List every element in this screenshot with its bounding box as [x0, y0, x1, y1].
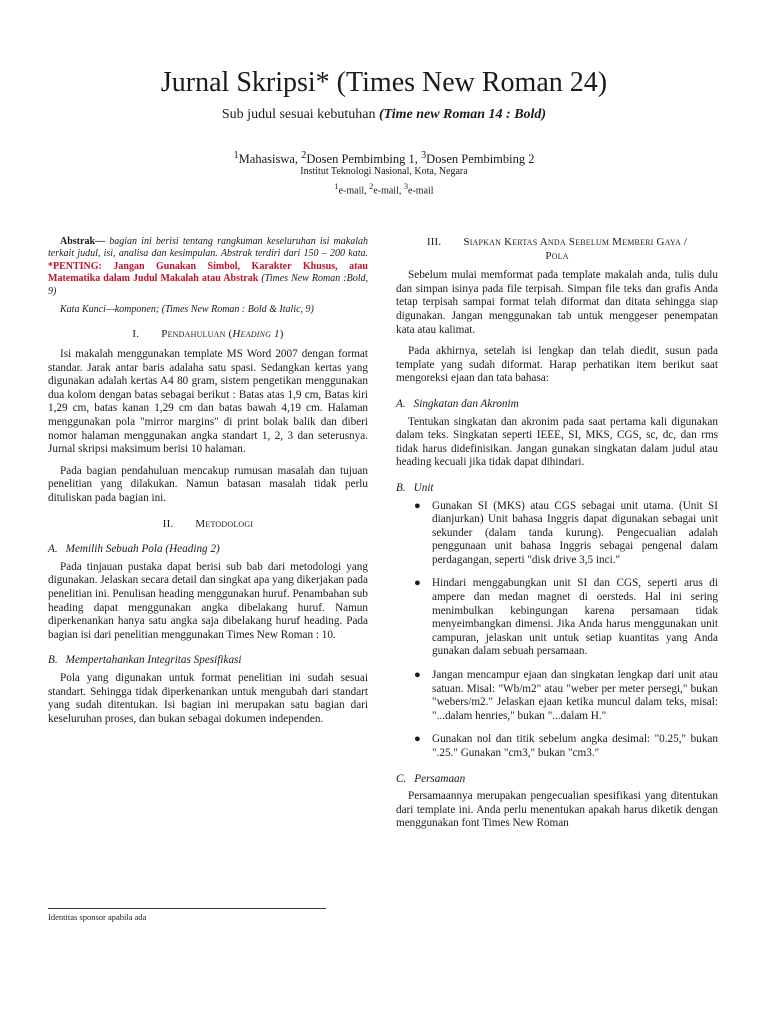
list-item-text: Gunakan nol dan titik sebelum angka desimal: "0.25," bukan ".25." Gunakan "cm3," bukan "cm3.": [432, 733, 718, 759]
list-item: [396, 577, 718, 659]
prepare-paragraph-1: Sebelum mulai memformat pada template makalah anda, tulis dulu dan simpan isinya pada file terpisah. Simpan file teks dan grafis Anda tetap terpisah sampai format telah diformat dan ditata sehingga siap digunakan. Jangan menggunakan tab untuk menggeser penempatan kata atau kalimat.: [396, 269, 718, 336]
email-text: e-mail,: [373, 185, 404, 197]
email-mark: 3: [403, 182, 409, 191]
list-item: [396, 669, 718, 723]
abstract-label: Abstrak—: [60, 236, 106, 247]
bullet-icon: ●: [414, 669, 421, 682]
list-item: [396, 733, 718, 760]
paper-title: Jurnal Skripsi* (Times New Roman 24): [160, 67, 608, 98]
abstract-text: bagian ini berisi tentang rangkuman keseluruhan isi makalah terkait judul, isi, analisa dan kesimpulan. Abstrak terdiri dari 150 – 200 kata.: [48, 236, 368, 260]
list-item-text: Hindari menggabungkan unit SI dan CGS, seperti arus di ampere dan medan magnet di oersteds. Hal ini sering menimbulkan kebingungan karena persamaan tidak menyeimbangkan dimensi. Jika Anda harus menggunakan unit campuran, jelaskan unit untuk setiap kuantitas yang Anda gunakan dalam sebuah persamaan.: [432, 577, 718, 658]
right-column: [396, 236, 718, 831]
subsection-title: Memilih Sebuah Pola (Heading 2): [65, 543, 220, 556]
subsection-title: Mempertahankan Integritas Spesifikasi: [65, 654, 242, 667]
bullet-icon: ●: [414, 577, 421, 590]
method-paragraph-a: Pada tinjauan pustaka dapat berisi sub bab dari metodologi yang digunakan. Jelaskan secara detail dan singkat apa yang dikerjakan pada penelitian ini. Penulisan heading menggunakan huruf. Penambahan sub heading dapat menggunakan angka dibelakang huruf. Namun diperkenankan hanya satu angka saja dibelakang huruf heading. Pada bagian isi dari penelitian menggunakan Times New Roman : 10.: [48, 560, 368, 641]
email-mark: 1: [334, 182, 339, 191]
section-title-line1: Siapkan Kertas Anda Sebelum Memberi Gaya /: [463, 236, 688, 248]
email-text: e-mail,: [338, 185, 370, 197]
subsection-title: Singkatan dan Akronim: [413, 397, 519, 410]
subsection-letter: B.: [48, 654, 58, 667]
subsection-title: Unit: [413, 481, 434, 494]
institution: Institut Teknologi Nasional, Kota, Negara: [300, 166, 468, 177]
keywords: Kata Kunci—komponen; (Times New Roman : Bold & Italic, 9): [60, 304, 314, 316]
subsection-heading-c: [396, 773, 718, 787]
paper-subtitle: [0, 106, 768, 124]
prepare-paragraph-2: Pada akhirnya, setelah isi lengkap dan telah diedit, susun pada template yang sudah diformat. Harap perhatikan item berikut saat mengoreksi ejaan dan tata bahasa:: [396, 345, 718, 385]
section-number: I.: [132, 328, 140, 341]
subsection-heading-b: [48, 654, 368, 668]
email-text: e-mail: [408, 185, 434, 197]
left-column: [48, 236, 368, 726]
subsection-letter: A.: [396, 397, 406, 410]
author-name: Dosen Pembimbing 2: [426, 152, 535, 167]
subtitle-emphasis: (Time new Roman 14 : Bold): [379, 107, 547, 122]
abstract-tail: (Times New Roman :Bold, 9): [48, 273, 369, 297]
bullet-icon: ●: [414, 499, 421, 512]
list-item: [396, 500, 718, 568]
footnote-divider: [48, 908, 326, 909]
subsection-letter: B.: [396, 481, 406, 494]
section-title-end: ): [279, 328, 284, 341]
email-mark: 2: [369, 182, 374, 191]
subsection-letter: A.: [48, 543, 58, 556]
author-affiliation-mark: 2: [301, 150, 307, 161]
equation-paragraph: Persamaannya merupakan pengecualian spesifikasi yang ditentukan dari template ini. Anda perlu menentukan apakah harus diketik dengan menggunakan font Times New Roman: [396, 790, 718, 830]
email-list: [0, 180, 768, 197]
section-title: Metodologi: [195, 517, 254, 530]
intro-paragraph-1: Isi makalah menggunakan template MS Word 2007 dengan format standar. Jarak antar baris adalaha satu spasi. Sedangkan kertas yang digunakan adalah kertas A4 80 gram, sistem pengetikan menggunakan dua kolom dengan batas sebagai berikut : Batas atas 1,9 cm, Batas kiri 1,29 cm, batas kanan 1,29 cm dan batas bawah 4,19 cm. Halaman menggunakan pola "mirror margins" di print bolak balik dan diberi nomor halaman menggunakan angka standart 1, 2, 3 dan seterusnya. Jurnal skripsi maksimum berisi 10 halaman.: [48, 348, 368, 456]
section-heading-1: [48, 328, 368, 342]
subsection-heading-a: [396, 398, 718, 412]
intro-paragraph-2: Pada bagian pendahuluan mencakup rumusan masalah dan tujuan penelitian yang dilakukan. Namun batasan masalah tidak perlu dituliskan pada bagian ini.: [48, 464, 368, 504]
section-number: II.: [162, 517, 174, 530]
section-title-line2: Pola: [545, 249, 569, 262]
subsection-heading-a: [48, 543, 368, 557]
footnote: Identitas sponsor apabila ada: [48, 912, 147, 922]
abstract: [48, 236, 368, 298]
bullet-icon: ●: [414, 733, 421, 746]
author-affiliation-mark: 1: [233, 150, 239, 161]
subsection-letter: C.: [396, 772, 407, 785]
author-affiliation-mark: 3: [420, 150, 427, 161]
section-heading-3: [396, 236, 718, 263]
author-name: Dosen Pembimbing 1,: [306, 152, 421, 167]
section-heading-2: [48, 518, 368, 532]
subtitle-plain: Sub judul sesuai kebutuhan: [221, 107, 379, 122]
unit-bullet-list: [396, 500, 718, 761]
section-title-emphasis: Heading 1: [232, 328, 280, 341]
list-item-text: Gunakan SI (MKS) atau CGS sebagai unit utama. (Unit SI dianjurkan) Unit bahasa Inggris dapat digunakan sebagai unit sekunder (dalam tanda kurung). Pengecualian adalah penggunaan unit bahasa Inggris sebagai pengenal dalam perdagangan, seperti "disk drive 3,5 inci.": [432, 499, 718, 566]
method-paragraph-b: Pola yang digunakan untuk format penelitian ini sudah sesuai standart. Sehingga tidak diperkenankan untuk mengubah dari standart yang sudah ditentukan. Isi bagian ini merupakan satu bagian dari keseluruhan proses, dan bukan sebagai dokumen independen.: [48, 671, 368, 725]
section-title: Pendahuluan (: [161, 328, 233, 341]
section-number: III.: [426, 236, 442, 248]
abstract-warning: *PENTING: Jangan Gunakan Simbol, Karakter Khusus, atau Matematika dalam Judul Makalah atau Abstrak: [48, 260, 368, 285]
acronym-paragraph: Tentukan singkatan dan akronim pada saat pertama kali digunakan dalam teks. Singkatan seperti IEEE, SI, MKS, CGS, sc, dc, dan rms tidak harus didefinisikan. Jangan gunakan singkatan dalam judul atau heading kecuali jika tidak dapat dihindari.: [396, 415, 718, 469]
subsection-title: Persamaan: [414, 772, 466, 785]
list-item-text: Jangan mencampur ejaan dan singkatan lengkap dari unit atau satuan. Misal: "Wb/m2" atau "weber per meter persegi," bukan "webers/m2." Jelaskan ejaan ketika muncul dalam teks, misal: "...dalam henries," bukan "...dalam H.": [432, 669, 718, 722]
subsection-heading-b: [396, 482, 718, 496]
author-name: Mahasiswa,: [238, 152, 302, 167]
